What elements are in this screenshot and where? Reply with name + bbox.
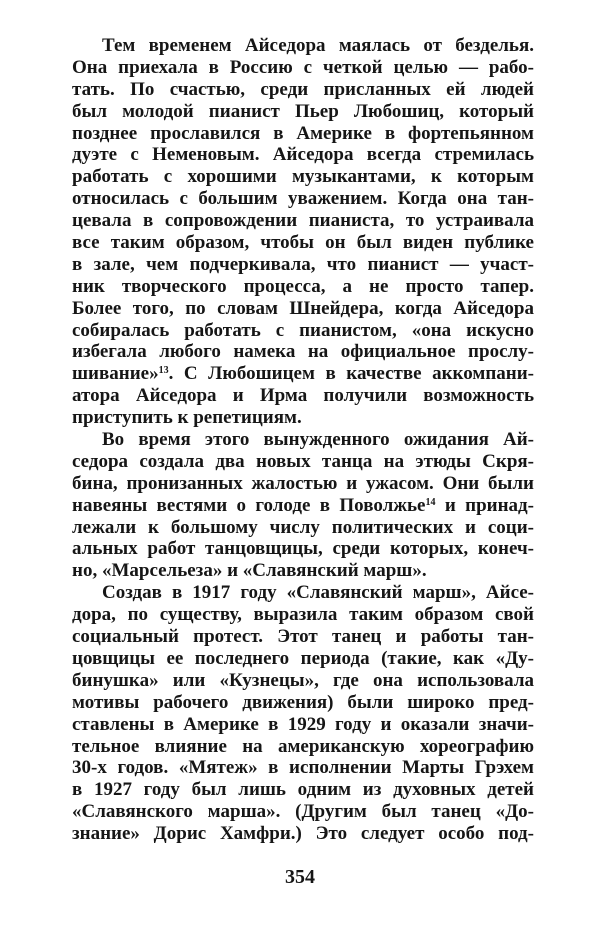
text-fragment: навеяны вестями о голоде в Поволжье <box>72 494 426 516</box>
text-line: позднее прославился в Америке в фортепьянном <box>72 122 534 144</box>
text-line: 30-х годов. «Мятеж» в исполнении Марты Грэхем <box>72 757 534 779</box>
text-line: альных работ танцовщицы, среди которых, конеч- <box>72 538 534 560</box>
text-line <box>72 363 534 385</box>
text-line <box>72 495 534 517</box>
text-line: дора, по существу, выразила таким образом свой <box>72 604 534 626</box>
text-line: Более того, по словам Шнейдера, когда Айседора <box>72 297 534 319</box>
page-number: 354 <box>285 866 315 888</box>
text-line: атора Айседора и Ирма получили возможность <box>72 385 534 407</box>
paragraph-3 <box>72 582 534 845</box>
text-fragment: и принад- <box>435 494 534 516</box>
text-line: седора создала два новых танца на этюды Скря- <box>72 450 534 472</box>
paragraph-1 <box>72 35 534 429</box>
text-line: избегала любого намека на официальное прослу- <box>72 341 534 363</box>
text-line: приступить к репетициям. <box>72 407 302 429</box>
text-line: Во время этого вынужденного ожидания Ай- <box>102 429 534 451</box>
text-line: относилась с большим уважением. Когда она тан- <box>72 188 534 210</box>
footnote-ref-13: 13 <box>158 365 169 377</box>
text-line: дуэте с Неменовым. Айседора всегда стремилась <box>72 144 534 166</box>
text-line: ставлены в Америке в 1929 году и оказали значи- <box>72 713 534 735</box>
paragraph-2 <box>72 429 534 582</box>
text-line: в 1927 году был лишь одним из духовных детей <box>72 779 534 801</box>
text-line: бина, пронизанных жалостью и ужасом. Они были <box>72 472 534 494</box>
text-line: лежали к большому числу политических и соци- <box>72 516 534 538</box>
text-fragment: шивание» <box>72 363 159 385</box>
text-line: мотивы рабочего движения) были широко пред- <box>72 691 534 713</box>
text-line: Тем временем Айседора маялась от безделья. <box>102 35 534 56</box>
text-line: Создав в 1917 году «Славянский марш», Айсе- <box>102 582 534 604</box>
text-line: тать. По счастью, среди присланных ей людей <box>72 78 534 100</box>
text-fragment: . С Любошицем в качестве аккомпани- <box>168 363 534 385</box>
text-line: тельное влияние на американскую хореографию <box>72 735 534 757</box>
text-line: собиралась работать с пианистом, «она искусно <box>72 319 534 341</box>
text-line: «Славянского марша». (Другим был танец «До- <box>72 801 534 823</box>
text-line: был молодой пианист Пьер Любошиц, который <box>72 100 534 122</box>
text-line: в зале, чем подчеркивала, что пианист — участ- <box>72 253 534 275</box>
text-line: цевала в сопровождении пианиста, то устраивала <box>72 210 534 232</box>
text-line: ник творческого процесса, а не просто тапер. <box>72 275 534 297</box>
text-line: все таким образом, чтобы он был виден публике <box>72 232 534 254</box>
text-line: знание» Дорис Хамфри.) Это следует особо под- <box>72 823 534 845</box>
text-line: Она приехала в Россию с четкой целью — рабо- <box>72 56 534 78</box>
text-line: цовщицы ее последнего периода (такие, как «Ду- <box>72 647 534 669</box>
text-line: работать с хорошими музыкантами, к которым <box>72 166 534 188</box>
footnote-ref-14: 14 <box>425 496 436 508</box>
text-line: бинушка» или «Кузнецы», где она использовала <box>72 669 534 691</box>
text-line: социальный протест. Этот танец и работы тан- <box>72 626 534 648</box>
page-body <box>72 35 534 845</box>
text-line: но, «Марсельеза» и «Славянский марш». <box>72 560 427 582</box>
